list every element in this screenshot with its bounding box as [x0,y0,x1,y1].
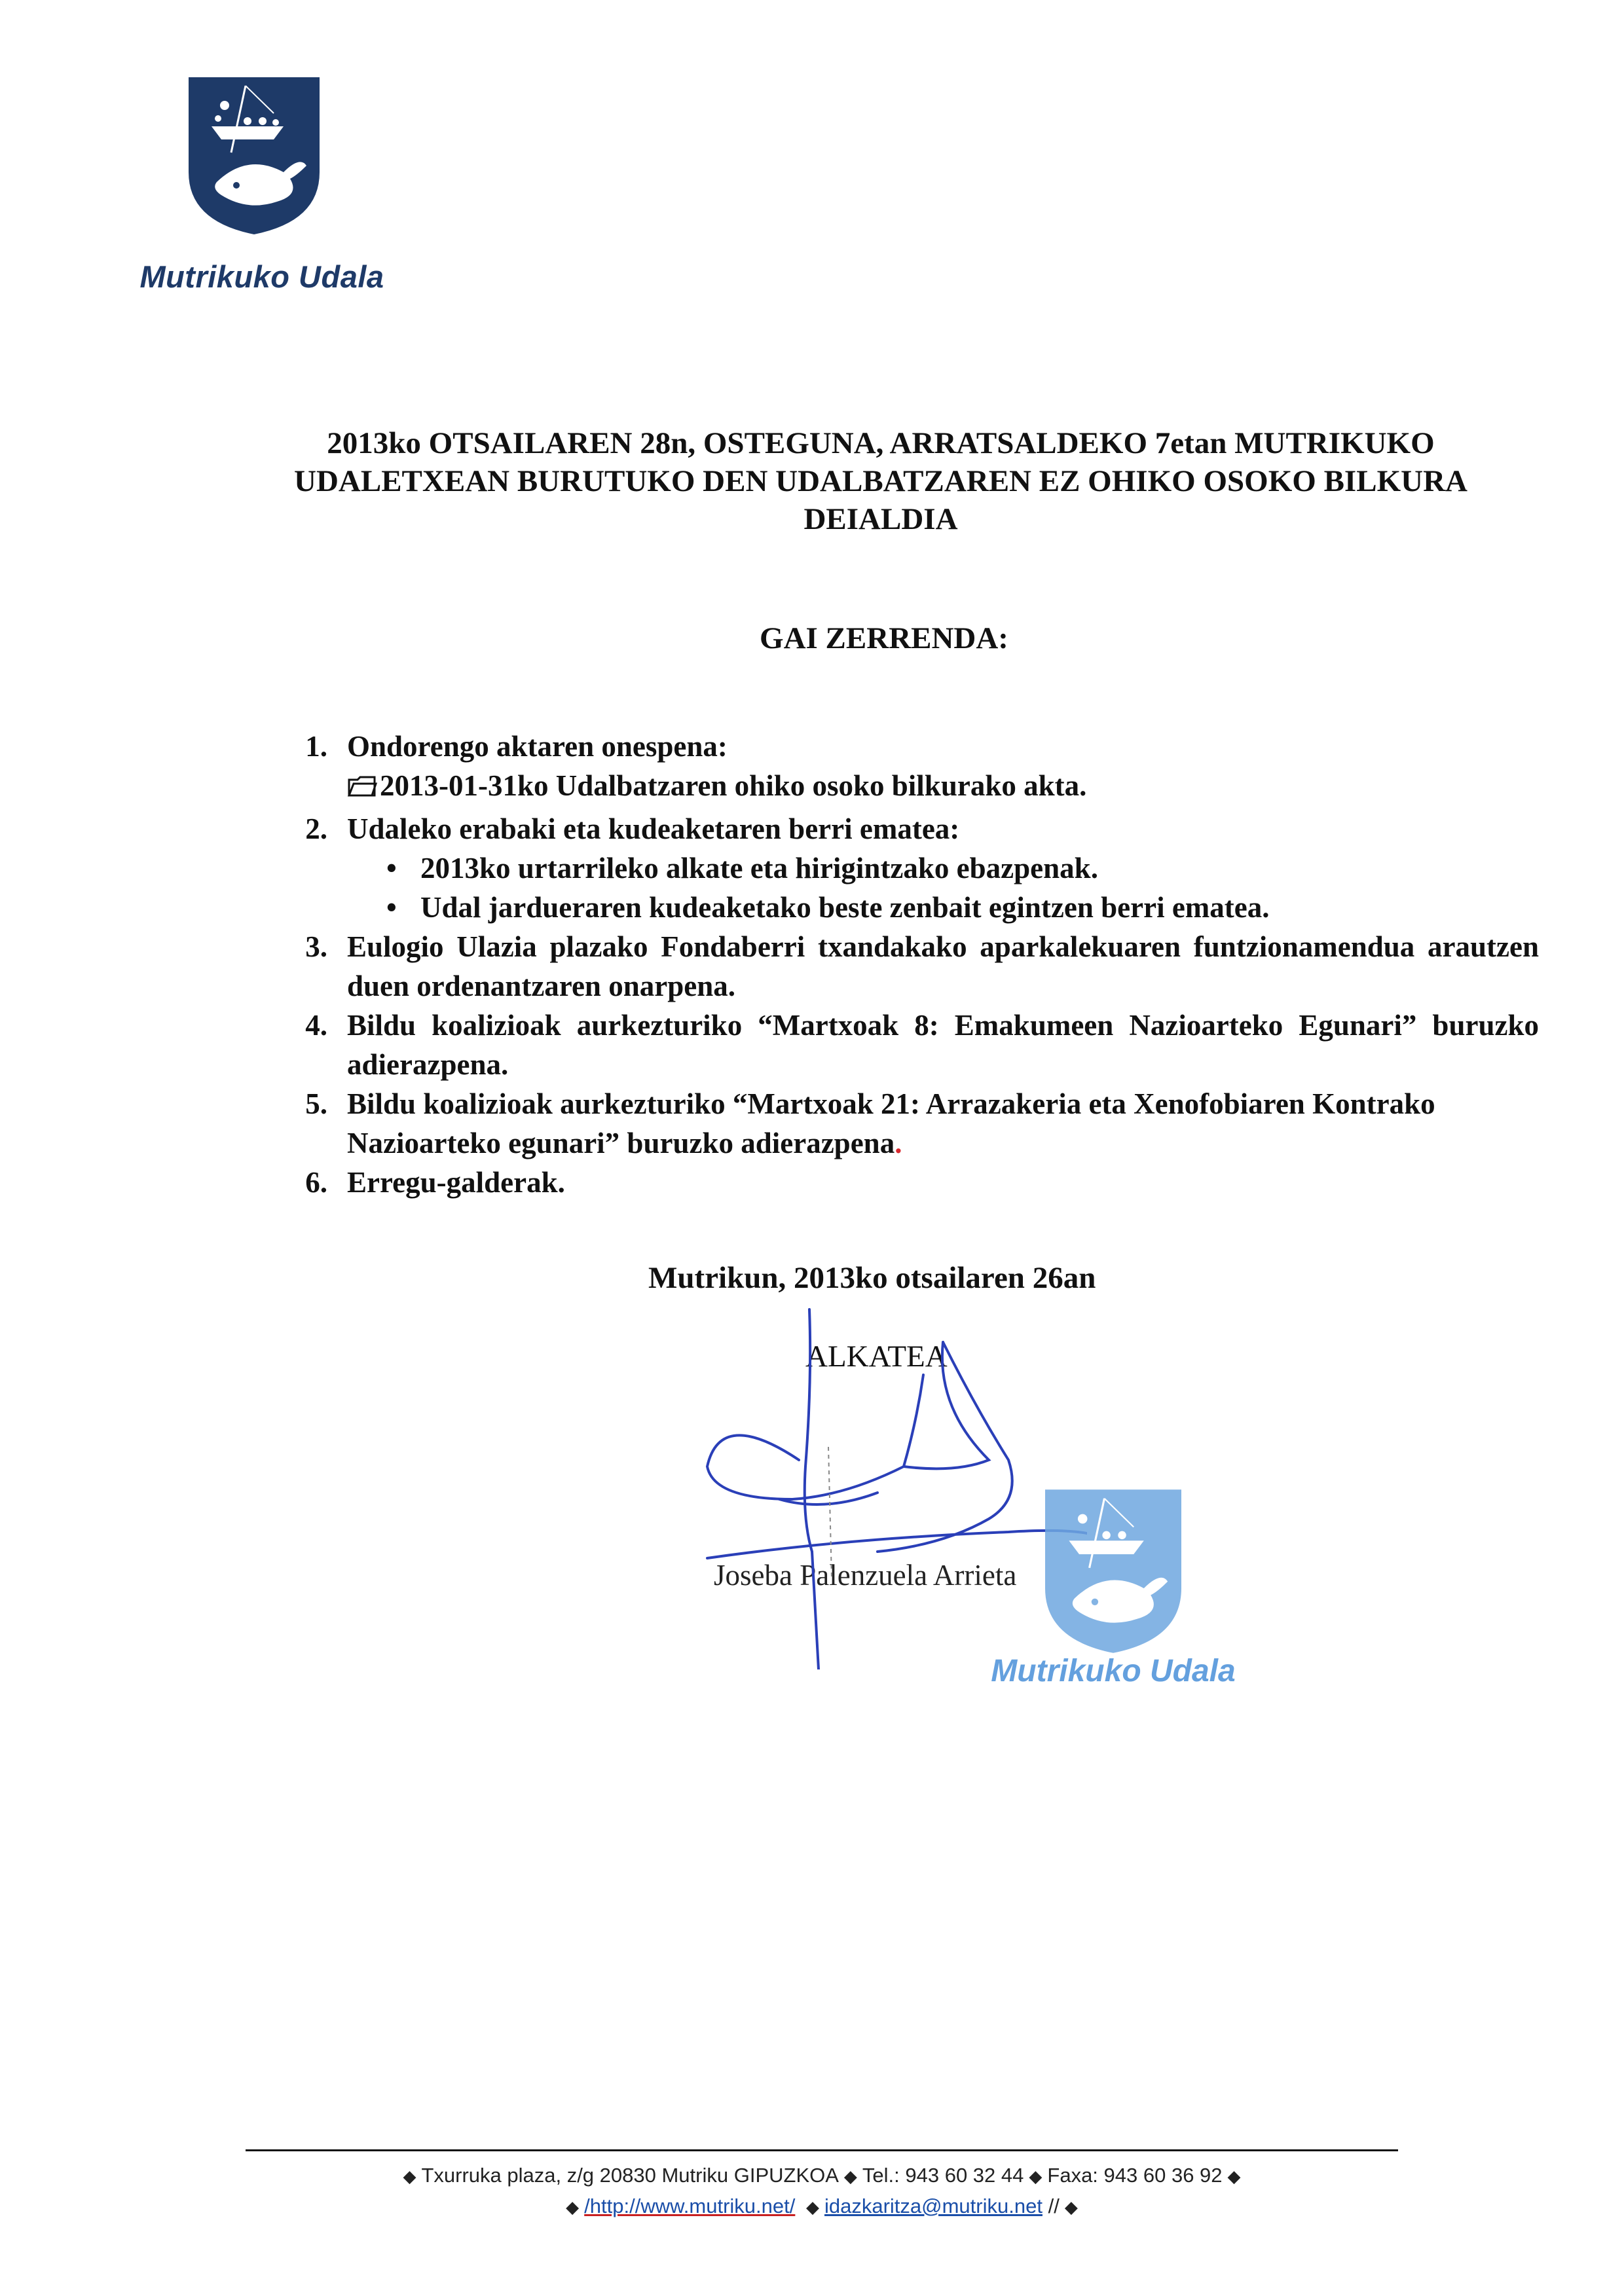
item-text: Eulogio Ulazia plazako Fondaberri txandakako aparkalekuaren funtzionamendua arautzen duen ordenantzaren onarpena. [347,930,1539,1002]
footer-address: Txurruka plaza, z/g 20830 Mutriku GIPUZKOA [421,2164,839,2187]
title-line: 2013ko OTSAILAREN 28n, OSTEGUNA, ARRATSALDEKO 7etan MUTRIKUKO [327,426,1435,460]
bullet-icon: • [386,891,397,924]
item-number: 2. [305,812,327,845]
diamond-icon: ◆ [566,2197,580,2217]
agenda-item [282,1163,1539,1202]
diamond-icon: ◆ [1227,2166,1241,2186]
bullet-text: Udal jardueraren kudeaketako beste zenbait egintzen berri ematea. [420,891,1270,924]
item-text: Ondorengo aktaren onespena: [347,730,728,763]
date-line: Mutrikun, 2013ko otsailaren 26an [648,1261,1096,1295]
footer-trailer: // [1048,2195,1060,2217]
bullet-item [386,848,1539,888]
document-title [242,424,1519,538]
email-link[interactable]: idazkaritza@mutriku.net [824,2195,1043,2217]
bullet-item [386,888,1539,927]
title-line: UDALETXEAN BURUTUKO DEN UDALBATZAREN EZ OHIKO OSOKO BILKURA [294,464,1467,498]
municipal-logo [185,74,323,238]
footer-tel: Tel.: 943 60 32 44 [862,2164,1024,2187]
signer-role: ALKATEA [805,1339,948,1374]
title-line: DEIALDIA [803,502,958,536]
item-number: 3. [305,930,327,963]
agenda-item [282,809,1539,927]
item-text-body: Bildu koalizioak aurkezturiko “Martxoak 21: Arrazakeria eta Xenofobiaren Kontrako Nazioarteko egunari” buruzko adierazpena [347,1087,1435,1159]
diamond-icon: ◆ [403,2166,416,2186]
diamond-icon: ◆ [1064,2197,1078,2217]
official-stamp [1041,1486,1185,1656]
agenda-item [282,927,1539,1006]
signer-name: Joseba Palenzuela Arrieta [714,1559,1017,1592]
item-text: Bildu koalizioak aurkezturiko “Martxoak 8: Emakumeen Nazioarteko Egunari” buruzko adierazpena. [347,1009,1539,1081]
item-number: 5. [305,1087,327,1120]
footer-line-contact [246,2160,1398,2191]
item-number: 1. [305,730,327,763]
agenda-list [282,727,1539,1202]
item-number: 4. [305,1009,327,1042]
footer-divider [246,2149,1398,2151]
diamond-icon: ◆ [1029,2166,1043,2186]
item-number: 6. [305,1166,327,1199]
item-text: Udaleko erabaki eta kudeaketaren berri ematea: [347,812,960,845]
item-text [347,1084,1539,1163]
sub-text: 2013-01-31ko Udalbatzaren ohiko osoko bilkurako akta. [380,769,1087,802]
bullet-text: 2013ko urtarrileko alkate eta hirigintzako ebazpenak. [420,852,1098,884]
stamp-org-name: Mutrikuko Udala [991,1654,1236,1688]
org-name: Mutrikuko Udala [139,259,384,294]
agenda-item [282,727,1539,809]
bullet-icon: • [386,852,397,884]
whale-boat-stamp-icon [1041,1486,1185,1656]
diamond-icon: ◆ [843,2166,857,2186]
item-text: Erregu-galderak. [347,1166,565,1199]
agenda-heading: GAI ZERRENDA: [760,621,1008,655]
footer [246,2160,1398,2222]
footer-fax: Faxa: 943 60 36 92 [1047,2164,1223,2187]
agenda-item [282,1084,1539,1163]
whale-boat-coat-of-arms-icon [185,74,323,238]
website-link[interactable]: /http://www.mutriku.net/ [584,2195,796,2217]
footer-line-web [246,2191,1398,2222]
diamond-icon: ◆ [805,2197,819,2217]
item-subline [347,766,1539,809]
agenda-item [282,1006,1539,1084]
red-period-mark: . [895,1127,902,1159]
handwritten-signature [681,1303,1087,1669]
folder-icon [347,770,377,809]
